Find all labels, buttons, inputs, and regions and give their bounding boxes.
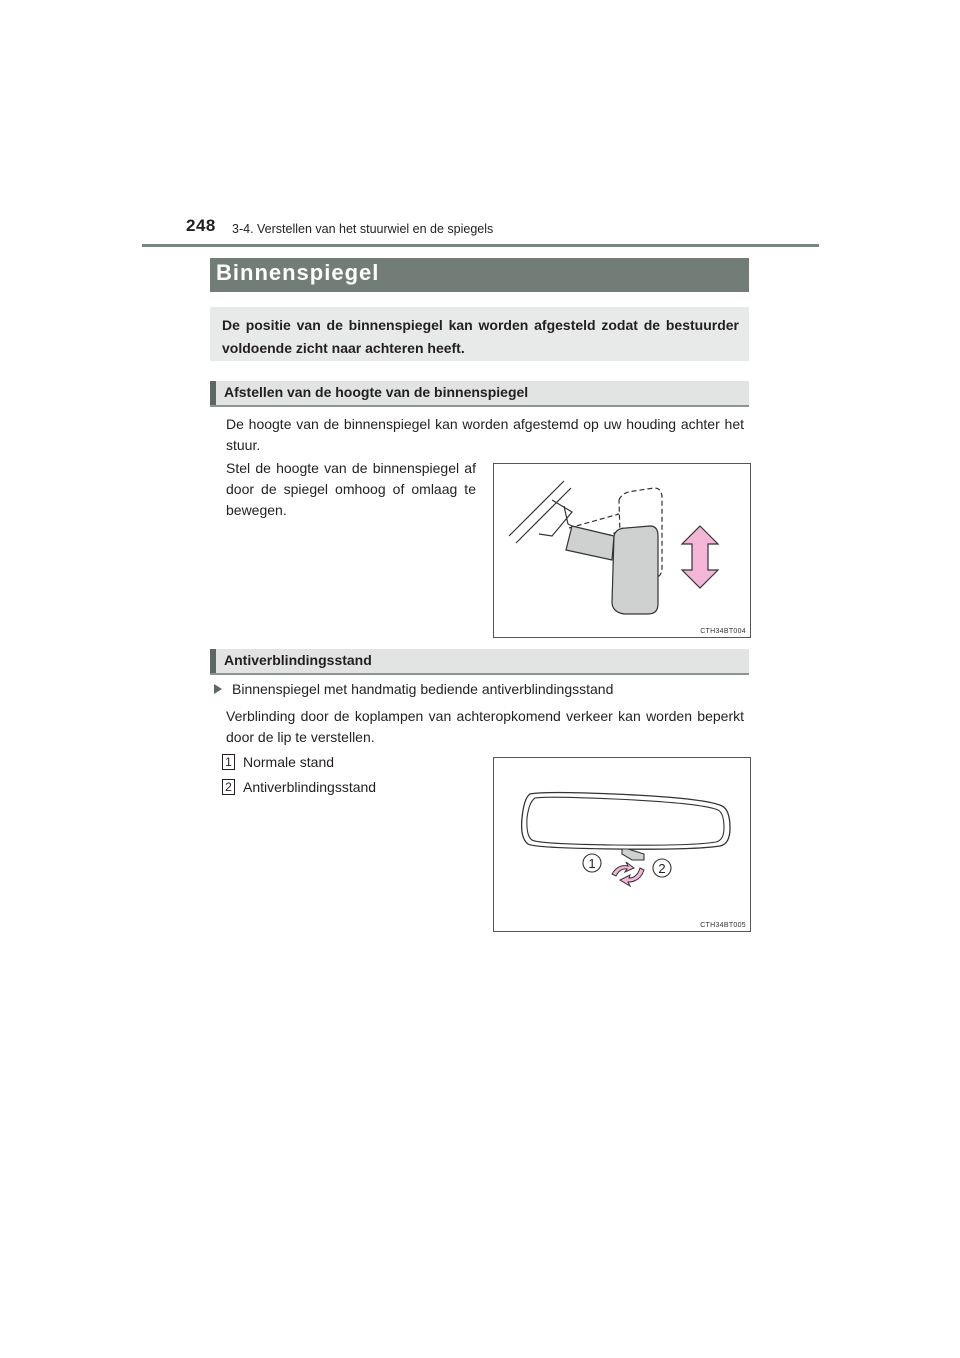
triangle-bullet-icon	[214, 684, 222, 694]
page-number: 248	[186, 216, 216, 235]
intro-text: De positie van de binnenspiegel kan worden afgesteld zodat de bestuurder voldoende zicht naar achteren heeft.	[222, 317, 739, 356]
subheading-text: Afstellen van de hoogte van de binnenspiegel	[224, 384, 529, 400]
item-number-badge: 1	[222, 754, 235, 770]
mirror-height-illustration	[494, 464, 750, 637]
item-label: Antiverblindingsstand	[243, 779, 377, 795]
antiglare-paragraph: Verblinding door de koplampen van achteropkomend verkeer kan worden beperkt door de lip te verstellen.	[226, 708, 744, 745]
antiglare-figure	[493, 757, 751, 932]
figure-code: CTH34BT004	[700, 628, 746, 635]
chapter-title: 3-4. Verstellen van het stuurwiel en de spiegels	[232, 222, 494, 236]
antiglare-bullet	[214, 681, 613, 697]
antiglare-bullet-text: Binnenspiegel met handmatig bediende antiverblindingsstand	[232, 681, 614, 697]
height-adjust-paragraph: De hoogte van de binnenspiegel kan worden afgestemd op uw houding achter het stuur.	[226, 416, 744, 453]
section-title: Binnenspiegel	[216, 260, 380, 285]
callout-2: 2	[658, 861, 666, 876]
subheading-height-adjust	[210, 381, 749, 407]
subheading-marker	[210, 649, 216, 673]
item-label: Normale stand	[243, 754, 335, 770]
subheading-antiglare	[210, 649, 749, 675]
header-rule	[142, 244, 819, 247]
subheading-text: Antiverblindingsstand	[224, 652, 372, 668]
antiglare-illustration	[494, 758, 750, 931]
subheading-marker	[210, 381, 216, 405]
mirror-height-figure	[493, 463, 751, 638]
height-adjust-instruction: Stel de hoogte van de binnenspiegel af door de spiegel omhoog of omlaag te bewegen.	[226, 460, 476, 518]
item-number-badge: 2	[222, 779, 235, 795]
figure-code: CTH34BT005	[700, 922, 746, 929]
callout-1: 1	[588, 856, 596, 871]
